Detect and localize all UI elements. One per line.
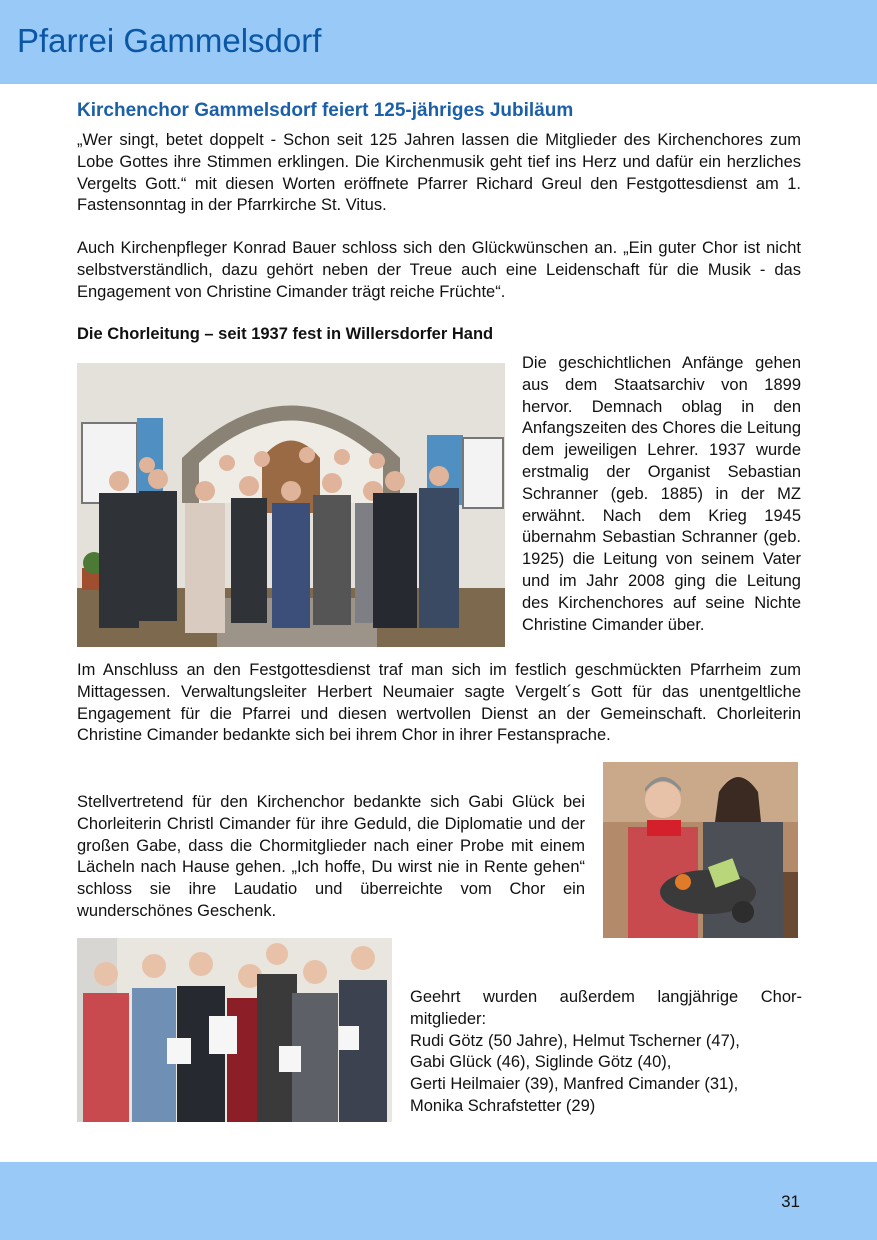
article-title: Kirchenchor Gammelsdorf feiert 125-jähriges Jubiläum <box>77 100 574 121</box>
choir-group-photo <box>77 363 505 647</box>
section-subheading: Die Chorleitung – seit 1937 fest in Willersdorfer Hand <box>77 325 494 343</box>
choir-group-image <box>77 363 505 647</box>
honored-members-block <box>410 987 802 1118</box>
paragraph-kirchenpfleger: Auch Kirchenpfleger Konrad Bauer schloss sich den Glückwünschen an. „Ein guter Chor ist nicht selbstverständlich, dazu gehört neben der Treue auch eine Leidenschaft für die Musik - das Engagement von Christine Cimander trägt reiche Früchte“. <box>77 239 801 301</box>
honored-line: Monika Schrafstetter (29) <box>410 1096 596 1115</box>
paragraph-history: Die geschichtlichen Anfänge gehen aus dem Staatsarchiv von 1899 hervor. Demnach oblag in den Anfangszeiten des Chores die Leitung dem jeweiligen Lehrer. 1937 wurde erstmalig der Organist Sebastian Schranner (geb. 1885) in der MZ erwähnt. Nach dem Krieg 1945 übernahm Sebastian Schranner (geb. 1925) die Leitung von seinem Vater und im Jahr 2008 ging die Leitung des Kirchenchores auf seine Nichte Christine Cimander über. <box>522 354 801 634</box>
page-header-title: Pfarrei Gammelsdorf <box>17 22 322 59</box>
footer-band <box>0 1162 877 1240</box>
header-band <box>0 0 877 84</box>
paragraph-gabi-glueck: Stellvertretend für den Kirchenchor bedankte sich Gabi Glück bei Chorleiterin Christl Cimander für ihre Geduld, die Diplomatie und der großen Gabe, dass die Chormitglieder nach einer Probe mit einem Lächeln nach Hause gehen. „Ich hoffe, Du wirst nie in Rente gehen“ schloss sie ihre Laudatio und überreichte vom Chor ein wunderschönes Geschenk. <box>77 793 585 920</box>
honored-line: Gabi Glück (46), Siglinde Götz (40), <box>410 1053 672 1072</box>
honored-intro: Geehrt wurden außerdem langjährige Chor-mitglieder: <box>410 988 802 1028</box>
paragraph-intro: „Wer singt, betet doppelt - Schon seit 125 Jahren lassen die Mitglieder des Kirchenchores zum Lobe Gottes ihre Stimmen erklingen. Die Kirchenmusik geht tief ins Herz und dafür ein herzliches Vergelts Gott.“ mit diesen Worten eröffnete Pfarrer Richard Greul den Festgottesdienst am 1. Fastensonntag in der Pfarrkirche St. Vitus. <box>77 131 801 215</box>
honored-line: Gerti Heilmaier (39), Manfred Cimander (31), <box>410 1075 739 1094</box>
page-number: 31 <box>781 1192 800 1211</box>
gift-presentation-image <box>603 762 798 938</box>
honored-members-photo <box>77 938 392 1122</box>
honored-members-image <box>77 938 392 1122</box>
paragraph-lunch: Im Anschluss an den Festgottesdienst traf man sich im festlich geschmückten Pfarrheim zum Mittagessen. Verwaltungsleiter Herbert Neumaier sagte Vergelt´s Gott für das unentgeltliche Engagement für die Pfarrei und diesen wertvollen Dienst an der Gemeinschaft. Chorleiterin Christine Cimander bedankte sich bei ihrem Chor in ihrer Festansprache. <box>77 661 801 745</box>
honored-line: Rudi Götz (50 Jahre), Helmut Tscherner (47), <box>410 1031 740 1050</box>
gift-presentation-photo <box>603 762 798 938</box>
